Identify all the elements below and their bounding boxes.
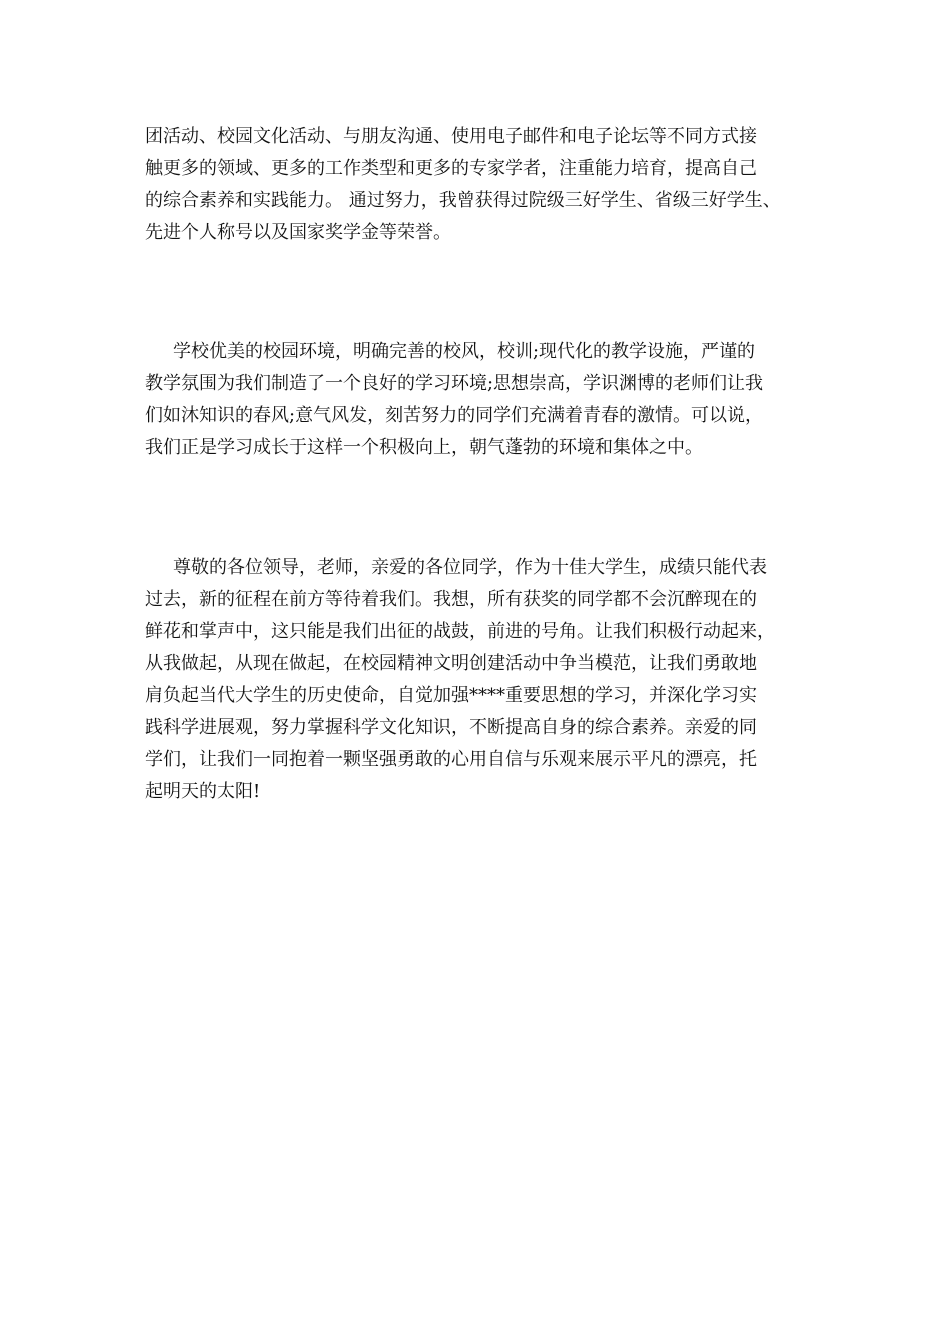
text-line: 尊敬的各位领导，老师，亲爱的各位同学，作为十佳大学生，成绩只能代表 [173, 557, 767, 578]
text-line: 的综合素养和实践能力。 通过努力，我曾获得过院级三好学生、省级三好学生、 [145, 190, 781, 211]
text-line: 肩负起当代大学生的历史使命，自觉加强****重要思想的学习，并深化学习实 [145, 685, 757, 706]
text-line: 先进个人称号以及国家奖学金等荣誉。 [145, 222, 451, 243]
text-line: 我们正是学习成长于这样一个积极向上，朝气蓬勃的环境和集体之中。 [145, 437, 703, 458]
text-line: 起明天的太阳! [145, 781, 261, 802]
paragraph-honors [145, 121, 825, 249]
text-line: 学校优美的校园环境，明确完善的校风，校训;现代化的教学设施，严谨的 [173, 341, 756, 362]
paragraph-closing-appeal [145, 552, 825, 808]
text-line: 鲜花和掌声中，这只能是我们出征的战鼓，前进的号角。让我们积极行动起来， [145, 621, 775, 642]
paragraph-campus-environment [145, 336, 825, 464]
text-line: 学们，让我们一同抱着一颗坚强勇敢的心用自信与乐观来展示平凡的漂亮，托 [145, 749, 757, 770]
text-line: 教学氛围为我们制造了一个良好的学习环境;思想崇高，学识渊博的老师们让我 [145, 373, 764, 394]
text-line: 触更多的领域、更多的工作类型和更多的专家学者，注重能力培育，提高自己 [145, 158, 757, 179]
text-line: 团活动、校园文化活动、与朋友沟通、使用电子邮件和电子论坛等不同方式接 [145, 126, 757, 147]
text-line: 们如沐知识的春风;意气风发，刻苦努力的同学们充满着青春的激情。可以说， [145, 405, 764, 426]
text-line: 过去，新的征程在前方等待着我们。我想，所有获奖的同学都不会沉醉现在的 [145, 589, 757, 610]
text-line: 践科学进展观，努力掌握科学文化知识，不断提高自身的综合素养。亲爱的同 [145, 717, 757, 738]
text-line: 从我做起，从现在做起，在校园精神文明创建活动中争当模范，让我们勇敢地 [145, 653, 757, 674]
